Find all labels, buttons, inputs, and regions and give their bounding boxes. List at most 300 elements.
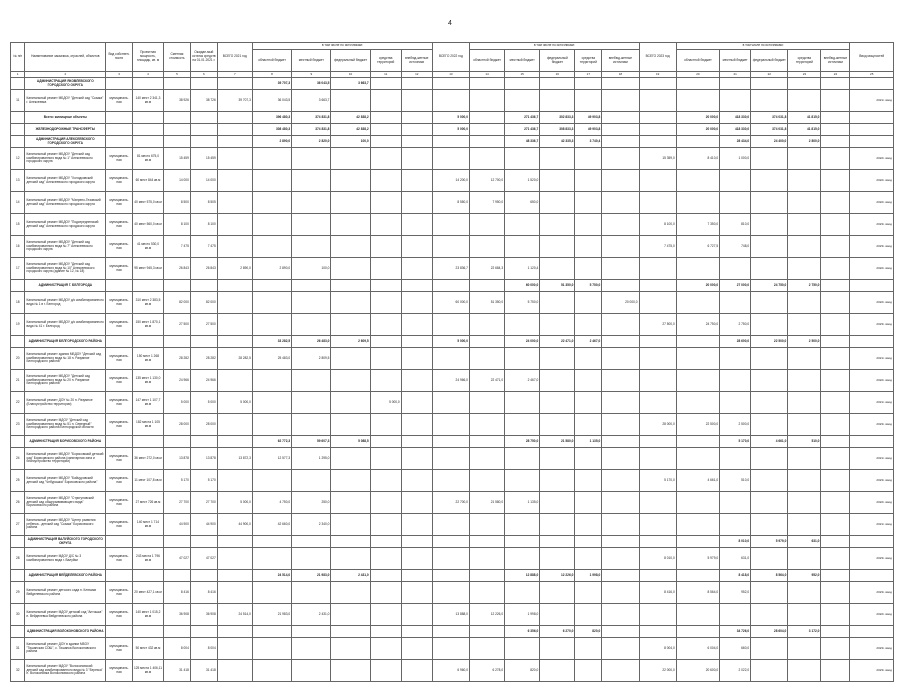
value-cell xyxy=(821,214,850,236)
value-cell xyxy=(821,448,850,470)
value-cell xyxy=(788,604,821,626)
value-cell xyxy=(821,236,850,258)
table-row xyxy=(11,192,894,214)
value-cell xyxy=(575,414,602,436)
estimated-cost: 36 908 xyxy=(163,604,190,626)
value-cell: 5 088,5 xyxy=(331,436,370,448)
hdr-name: Наименование заказчика, отраслей, объектов xyxy=(25,43,106,72)
value-cell xyxy=(217,136,252,148)
value-cell xyxy=(602,536,639,548)
value-cell xyxy=(720,170,751,192)
value-cell xyxy=(751,392,788,414)
value-cell xyxy=(788,314,821,336)
value-cell xyxy=(788,470,821,492)
value-cell xyxy=(331,90,370,112)
value-cell xyxy=(432,414,469,436)
value-cell xyxy=(217,124,252,136)
value-cell: 660,0 xyxy=(720,638,751,660)
value-cell: 100,0 xyxy=(331,136,370,148)
value-cell: 36 043,5 xyxy=(252,90,291,112)
ownership-type: муниципаль-ная xyxy=(106,370,133,392)
value-cell xyxy=(252,470,291,492)
value-cell: 5 750,0 xyxy=(505,292,540,314)
value-cell: 302 833,3 xyxy=(540,112,575,124)
value-cell xyxy=(540,514,575,536)
table-row xyxy=(11,638,894,660)
row-number xyxy=(11,78,25,90)
section-title: АДМИНИСТРАЦИЯ ВОЛОКОНОВСКОГО РАЙОНА xyxy=(25,626,106,638)
hdr-total-2022: ВСЕГО 2022 год xyxy=(432,43,469,72)
value-cell xyxy=(401,292,432,314)
value-cell xyxy=(720,514,751,536)
value-cell: 39 707,3 xyxy=(252,78,291,90)
value-cell xyxy=(821,660,850,682)
section-row xyxy=(11,280,894,292)
value-cell xyxy=(370,136,401,148)
value-cell: 271 436,7 xyxy=(505,124,540,136)
expected-remainder: 28 000 xyxy=(190,414,217,436)
value-cell xyxy=(602,370,639,392)
value-cell: 8 564,0 xyxy=(676,582,719,604)
value-cell xyxy=(505,638,540,660)
value-cell: 21 580,0 xyxy=(540,436,575,448)
table-row xyxy=(11,214,894,236)
column-number: 2 xyxy=(25,72,106,78)
value-cell: 22 471,0 xyxy=(540,336,575,348)
value-cell xyxy=(370,124,401,136)
value-cell xyxy=(432,548,469,570)
estimated-cost: 7 475 xyxy=(163,236,190,258)
subtotal-row xyxy=(11,124,894,136)
commissioning-year: 2021г. ввод xyxy=(850,448,894,470)
expected-remainder: 82 000 xyxy=(190,292,217,314)
value-cell xyxy=(751,314,788,336)
value-cell xyxy=(676,348,719,370)
value-cell xyxy=(370,570,401,582)
value-cell xyxy=(720,78,751,90)
ownership-type: муниципаль-ная xyxy=(106,492,133,514)
value-cell: 27 500,0 xyxy=(639,314,676,336)
value-cell xyxy=(252,292,291,314)
value-cell xyxy=(132,124,163,136)
value-cell xyxy=(132,570,163,582)
value-cell xyxy=(401,112,432,124)
value-cell xyxy=(751,638,788,660)
value-cell: 631,0 xyxy=(788,536,821,548)
value-cell: 2 500,0 xyxy=(720,414,751,436)
table-row xyxy=(11,514,894,536)
value-cell xyxy=(639,258,676,280)
value-cell xyxy=(401,548,432,570)
value-cell xyxy=(432,78,469,90)
value-cell xyxy=(821,258,850,280)
value-cell: 2 340,0 xyxy=(292,514,331,536)
column-number: 17 xyxy=(575,72,602,78)
value-cell xyxy=(751,370,788,392)
value-cell xyxy=(163,436,190,448)
commissioning-year: 2022г. ввод xyxy=(850,148,894,170)
value-cell xyxy=(720,258,751,280)
value-cell: 60 000,0 xyxy=(432,292,469,314)
hdr-nonbudget-2023: внебюд-жетные источники xyxy=(821,50,850,72)
value-cell xyxy=(788,370,821,392)
ownership-type: муниципаль-ная xyxy=(106,292,133,314)
value-cell xyxy=(751,492,788,514)
value-cell xyxy=(331,604,370,626)
value-cell xyxy=(850,136,894,148)
value-cell xyxy=(676,536,719,548)
object-name: Капитальный ремонт МБДОУ "Подсередненский детский сад" Алексеевского городского округа xyxy=(25,214,106,236)
value-cell xyxy=(821,536,850,548)
value-cell xyxy=(401,348,432,370)
value-cell xyxy=(821,582,850,604)
value-cell xyxy=(540,548,575,570)
value-cell xyxy=(370,292,401,314)
object-name: Капитальный ремонт МБДОУ "Детский сад комбинированного вида № 20 п. Разумное Белгородского района" xyxy=(25,370,106,392)
estimated-cost: 24 966 xyxy=(163,370,190,392)
value-cell xyxy=(469,514,504,536)
row-number: 17 xyxy=(11,258,25,280)
value-cell xyxy=(850,280,894,292)
value-cell xyxy=(505,348,540,370)
value-cell xyxy=(217,548,252,570)
value-cell xyxy=(639,124,676,136)
value-cell xyxy=(252,536,291,548)
table-row xyxy=(11,370,894,392)
value-cell: 6 278,0 xyxy=(469,660,504,682)
value-cell xyxy=(575,448,602,470)
value-cell xyxy=(575,660,602,682)
value-cell xyxy=(505,392,540,414)
estimated-cost: 8 500 xyxy=(163,192,190,214)
value-cell xyxy=(751,348,788,370)
value-cell xyxy=(401,280,432,292)
value-cell xyxy=(106,124,133,136)
table-row xyxy=(11,582,894,604)
capacity: 125 места 1 406,11 кв.м xyxy=(132,660,163,682)
value-cell xyxy=(602,148,639,170)
value-cell xyxy=(331,548,370,570)
value-cell xyxy=(602,414,639,436)
hdr-sources-2021: в том числе по источникам: xyxy=(252,43,432,50)
object-name: Капитальный ремонт МДОУ Д/С № 3 комбинированного вида г. Валуйки xyxy=(25,548,106,570)
value-cell xyxy=(639,78,676,90)
hdr-sources-2022: в том числе по источникам: xyxy=(469,43,639,50)
capacity: 60 мест 844 кв.м xyxy=(132,170,163,192)
value-cell xyxy=(575,392,602,414)
section-title: Всего: жилищные объекты xyxy=(25,112,106,124)
value-cell: 2 467,0 xyxy=(505,370,540,392)
table-body xyxy=(11,78,894,682)
value-cell xyxy=(751,414,788,436)
value-cell xyxy=(575,348,602,370)
value-cell: 20 600,0 xyxy=(676,660,719,682)
value-cell: 13 872,3 xyxy=(217,448,252,470)
value-cell: 15 359,0 xyxy=(639,148,676,170)
value-cell: 8 010,0 xyxy=(720,536,751,548)
value-cell xyxy=(602,436,639,448)
value-cell: 25 483,0 xyxy=(252,348,291,370)
value-cell xyxy=(292,292,331,314)
value-cell xyxy=(469,90,504,112)
value-cell: 1 998,0 xyxy=(505,604,540,626)
value-cell xyxy=(720,604,751,626)
estimated-cost: 31 418 xyxy=(163,660,190,682)
value-cell xyxy=(821,136,850,148)
value-cell xyxy=(292,192,331,214)
value-cell xyxy=(370,626,401,638)
object-name: Капитальный ремонт МБДОУ "Детский сад комбинированного вида № 10" Алексеевского городского округа (здание № 12, № 18) xyxy=(25,258,106,280)
value-cell xyxy=(132,536,163,548)
value-cell: 374 031,8 xyxy=(751,124,788,136)
value-cell xyxy=(821,370,850,392)
section-row xyxy=(11,78,894,90)
value-cell xyxy=(292,392,331,414)
value-cell xyxy=(540,192,575,214)
value-cell xyxy=(252,148,291,170)
value-cell: 41 815,0 xyxy=(788,124,821,136)
hdr-local-2021: местный бюджет xyxy=(292,50,331,72)
value-cell xyxy=(751,292,788,314)
value-cell: 5 000,0 xyxy=(432,124,469,136)
value-cell xyxy=(821,638,850,660)
value-cell xyxy=(602,90,639,112)
value-cell xyxy=(602,392,639,414)
value-cell: 28 000,0 xyxy=(639,414,676,436)
value-cell xyxy=(751,214,788,236)
value-cell: 22 700,0 xyxy=(432,492,469,514)
value-cell xyxy=(469,348,504,370)
value-cell xyxy=(575,192,602,214)
value-cell xyxy=(540,582,575,604)
commissioning-year: 2023г. ввод xyxy=(850,470,894,492)
value-cell xyxy=(821,492,850,514)
value-cell xyxy=(370,90,401,112)
value-cell: 6 727,5 xyxy=(676,236,719,258)
value-cell xyxy=(432,214,469,236)
value-cell xyxy=(505,414,540,436)
value-cell: 8 416,0 xyxy=(639,582,676,604)
value-cell xyxy=(217,470,252,492)
value-cell xyxy=(190,436,217,448)
column-number: 11 xyxy=(370,72,401,78)
value-cell xyxy=(217,536,252,548)
value-cell xyxy=(217,582,252,604)
value-cell xyxy=(720,292,751,314)
value-cell: 4 750,0 xyxy=(252,492,291,514)
value-cell xyxy=(331,660,370,682)
value-cell: 2 890,0 xyxy=(217,258,252,280)
value-cell xyxy=(469,392,504,414)
value-cell xyxy=(292,236,331,258)
estimated-cost: 27 500 xyxy=(163,314,190,336)
commissioning-year: 2023г. ввод xyxy=(850,214,894,236)
value-cell xyxy=(132,436,163,448)
table-row xyxy=(11,148,894,170)
value-cell xyxy=(331,148,370,170)
ownership-type: муниципаль-ная xyxy=(106,638,133,660)
object-name: Капитальный ремонт МБДОУ "Детский сад комбинированного вида № 7" Алексеевского городского округа xyxy=(25,236,106,258)
value-cell xyxy=(639,280,676,292)
value-cell xyxy=(401,514,432,536)
value-cell: 250,0 xyxy=(292,492,331,514)
value-cell xyxy=(788,236,821,258)
value-cell xyxy=(292,148,331,170)
value-cell xyxy=(292,638,331,660)
value-cell xyxy=(292,548,331,570)
value-cell xyxy=(602,582,639,604)
value-cell xyxy=(540,492,575,514)
commissioning-year: 2022г. ввод xyxy=(850,370,894,392)
value-cell xyxy=(469,112,504,124)
hdr-territory-2023: средства территорий xyxy=(788,50,821,72)
value-cell xyxy=(190,626,217,638)
value-cell xyxy=(540,660,575,682)
column-number: 8 xyxy=(252,72,291,78)
value-cell xyxy=(602,514,639,536)
value-cell xyxy=(676,604,719,626)
commissioning-year: 2021г. ввод xyxy=(850,348,894,370)
expected-remainder: 44 900 xyxy=(190,514,217,536)
value-cell xyxy=(821,314,850,336)
value-cell xyxy=(252,392,291,414)
value-cell xyxy=(163,536,190,548)
value-cell xyxy=(432,436,469,448)
value-cell xyxy=(432,314,469,336)
row-number: 29 xyxy=(11,582,25,604)
value-cell: 62 772,3 xyxy=(252,436,291,448)
commissioning-year: 2021г. ввод xyxy=(850,392,894,414)
value-cell xyxy=(401,492,432,514)
value-cell xyxy=(540,170,575,192)
commissioning-year: 2023г. ввод xyxy=(850,414,894,436)
value-cell xyxy=(821,124,850,136)
value-cell: 42 838,2 xyxy=(331,112,370,124)
value-cell xyxy=(540,78,575,90)
section-row xyxy=(11,626,894,638)
value-cell xyxy=(469,626,504,638)
value-cell xyxy=(850,570,894,582)
column-number: 9 xyxy=(292,72,331,78)
value-cell xyxy=(331,470,370,492)
value-cell xyxy=(639,336,676,348)
value-cell: 28 434,0 xyxy=(720,136,751,148)
value-cell xyxy=(720,370,751,392)
hdr-regional-2021: областной бюджет xyxy=(252,50,291,72)
expected-remainder: 31 418 xyxy=(190,660,217,682)
value-cell xyxy=(788,78,821,90)
value-cell xyxy=(370,582,401,604)
estimated-cost: 8 416 xyxy=(163,582,190,604)
value-cell xyxy=(676,90,719,112)
value-cell: 5 000,0 xyxy=(370,392,401,414)
value-cell xyxy=(639,112,676,124)
value-cell xyxy=(217,148,252,170)
value-cell xyxy=(432,582,469,604)
value-cell xyxy=(751,514,788,536)
value-cell xyxy=(602,192,639,214)
expected-remainder: 27 500 xyxy=(190,314,217,336)
value-cell xyxy=(331,292,370,314)
value-cell xyxy=(821,626,850,638)
value-cell xyxy=(401,336,432,348)
table-row xyxy=(11,170,894,192)
capacity: 11 мест 107,8 кв.м xyxy=(132,470,163,492)
value-cell xyxy=(676,492,719,514)
commissioning-year: 2021г. ввод xyxy=(850,90,894,112)
commissioning-year: 2022г. ввод xyxy=(850,492,894,514)
hdr-regional-2023: областной бюджет xyxy=(676,50,719,72)
value-cell xyxy=(639,370,676,392)
value-cell xyxy=(850,536,894,548)
value-cell xyxy=(602,492,639,514)
value-cell xyxy=(401,448,432,470)
value-cell: 8 010,0 xyxy=(639,548,676,570)
value-cell: 3 740,4 xyxy=(575,136,602,148)
value-cell xyxy=(190,78,217,90)
value-cell xyxy=(821,192,850,214)
hdr-capacity: Проектная мощность, площадь, кв. м xyxy=(132,43,163,72)
value-cell xyxy=(602,214,639,236)
value-cell xyxy=(639,170,676,192)
value-cell xyxy=(788,214,821,236)
value-cell xyxy=(370,436,401,448)
value-cell: 42 335,3 xyxy=(540,136,575,148)
expected-remainder: 5 170 xyxy=(190,470,217,492)
table-header xyxy=(11,43,894,78)
expected-remainder: 13 878 xyxy=(190,448,217,470)
row-number xyxy=(11,570,25,582)
capacity: 36 мест 272,0 кв.м xyxy=(132,448,163,470)
commissioning-year: 2022г. ввод xyxy=(850,170,894,192)
value-cell xyxy=(575,492,602,514)
value-cell xyxy=(788,514,821,536)
value-cell: 6 960,0 xyxy=(432,660,469,682)
value-cell xyxy=(575,604,602,626)
row-number xyxy=(11,124,25,136)
value-cell: 418 330,0 xyxy=(720,112,751,124)
value-cell xyxy=(720,392,751,414)
table-row xyxy=(11,548,894,570)
value-cell: 2 809,5 xyxy=(292,348,331,370)
object-name: Капитальный ремонт МБДОУ "Центр развития ребенка - детский сад "Сказка" Борисовского района xyxy=(25,514,106,536)
value-cell xyxy=(401,148,432,170)
object-name: Капитальный ремонт МБДОУ "Борисовский детский сад" Борисовского района (санитарная зона и благоустройство территории) xyxy=(25,448,106,470)
value-cell: 13 888,0 xyxy=(432,604,469,626)
capacity: 182 места 1 105 кв.м xyxy=(132,414,163,436)
value-cell xyxy=(432,470,469,492)
value-cell xyxy=(401,170,432,192)
value-cell xyxy=(540,414,575,436)
value-cell: 4 661,0 xyxy=(676,470,719,492)
value-cell xyxy=(821,90,850,112)
value-cell xyxy=(252,170,291,192)
value-cell xyxy=(252,280,291,292)
hdr-federal-2021: федеральный бюджет xyxy=(331,50,370,72)
value-cell: 24 750,0 xyxy=(676,314,719,336)
value-cell xyxy=(575,258,602,280)
value-cell xyxy=(469,336,504,348)
hdr-commissioning: Ввод мощностей xyxy=(850,43,894,72)
value-cell xyxy=(540,536,575,548)
capacity: 243 места 1 796 кв.м xyxy=(132,548,163,570)
column-number: 1 xyxy=(11,72,25,78)
value-cell xyxy=(106,136,133,148)
section-row xyxy=(11,436,894,448)
value-cell xyxy=(217,192,252,214)
value-cell xyxy=(370,112,401,124)
value-cell xyxy=(850,436,894,448)
